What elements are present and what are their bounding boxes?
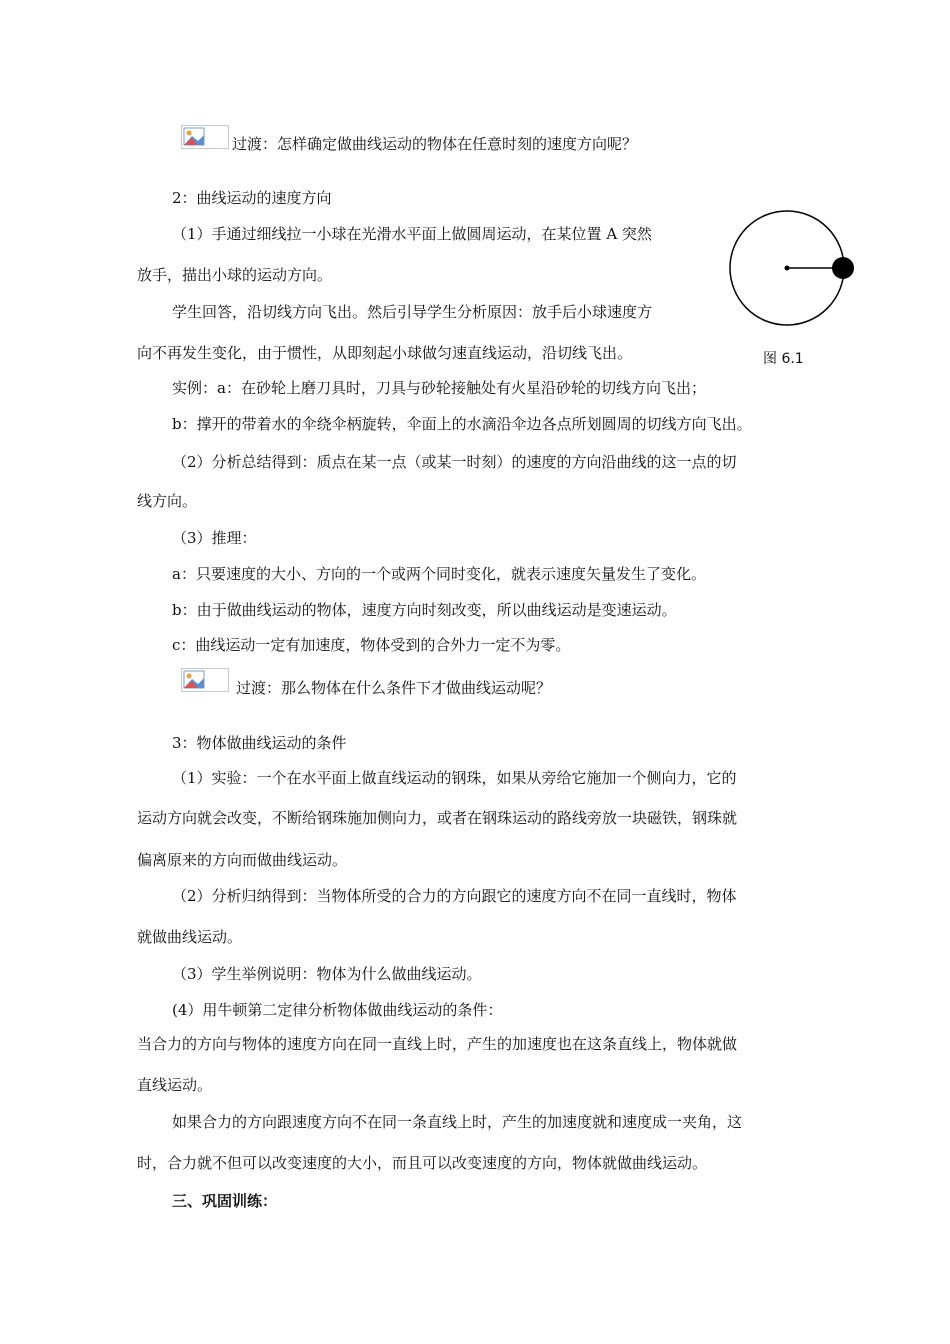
paragraph-line: 偏离原来的方向而做曲线运动。	[137, 851, 348, 869]
paragraph-line: 放手，描出小球的运动方向。	[137, 266, 333, 284]
figure-caption: 图 6.1	[763, 351, 804, 367]
transition-image-icon	[181, 125, 229, 149]
paragraph-line: 学生回答，沿切线方向飞出。然后引导学生分析原因：放手后小球速度方	[172, 303, 653, 321]
paragraph-line: （2）分析归纳得到：当物体所受的合力的方向跟它的速度方向不在同一直线时，物体	[172, 887, 737, 905]
paragraph-line: 实例：a：在砂轮上磨刀具时，刀具与砂轮接触处有火星沿砂轮的切线方向飞出；	[172, 379, 706, 397]
paragraph-line: （3）推理：	[172, 529, 257, 547]
paragraph-line: （1）手通过细线拉一小球在光滑水平面上做圆周运动，在某位置 A 突然	[172, 225, 652, 243]
paragraph-line: 直线运动。	[137, 1076, 213, 1094]
paragraph-line: （3）学生举例说明：物体为什么做曲线运动。	[172, 965, 482, 983]
transition-image-icon	[181, 668, 229, 692]
paragraph-line: c：曲线运动一定有加速度，物体受到的合外力一定不为零。	[172, 636, 571, 654]
paragraph-line: 运动方向就会改变，不断给钢珠施加侧向力，或者在钢珠运动的路线旁放一块磁铁，钢珠就	[137, 809, 738, 827]
paragraph-line: 如果合力的方向跟速度方向不在同一条直线上时，产生的加速度就和速度成一夹角，这	[172, 1113, 743, 1131]
section-heading-practice: 三、巩固训练：	[172, 1192, 278, 1210]
paragraph-line: 就做曲线运动。	[137, 928, 243, 946]
section-heading-2: 2：曲线运动的速度方向	[172, 189, 332, 207]
transition-text-1: 过渡：怎样确定做曲线运动的物体在任意时刻的速度方向呢？	[232, 135, 638, 153]
ball	[832, 257, 854, 279]
paragraph-line: a：只要速度的大小、方向的一个或两个同时变化，就表示速度矢量发生了变化。	[172, 565, 706, 583]
paragraph-line: （1）实验：一个在水平面上做直线运动的钢珠，如果从旁给它施加一个侧向力，它的	[172, 769, 737, 787]
paragraph-line: 时，合力就不但可以改变速度的大小，而且可以改变速度的方向，物体就做曲线运动。	[137, 1154, 708, 1172]
paragraph-line: 线方向。	[137, 492, 198, 510]
paragraph-line: （2）分析总结得到：质点在某一点（或某一时刻）的速度的方向沿曲线的这一点的切	[172, 453, 737, 471]
paragraph-line: b：由于做曲线运动的物体，速度方向时刻改变，所以曲线运动是变速运动。	[172, 601, 677, 619]
circle-motion-figure	[722, 208, 862, 328]
transition-text-2: 过渡：那么物体在什么条件下才做曲线运动呢？	[236, 679, 552, 697]
paragraph-line: b：撑开的带着水的伞绕伞柄旋转，伞面上的水滴沿伞边各点所划圆周的切线方向飞出。	[172, 415, 752, 433]
paragraph-line: 当合力的方向与物体的速度方向在同一直线上时，产生的加速度也在这条直线上，物体就做	[137, 1035, 738, 1053]
paragraph-line: 向不再发生变化，由于惯性，从即刻起小球做匀速直线运动，沿切线飞出。	[137, 344, 633, 362]
paragraph-line: (4）用牛顿第二定律分析物体做曲线运动的条件：	[172, 1001, 503, 1019]
section-heading-3: 3：物体做曲线运动的条件	[172, 734, 347, 752]
